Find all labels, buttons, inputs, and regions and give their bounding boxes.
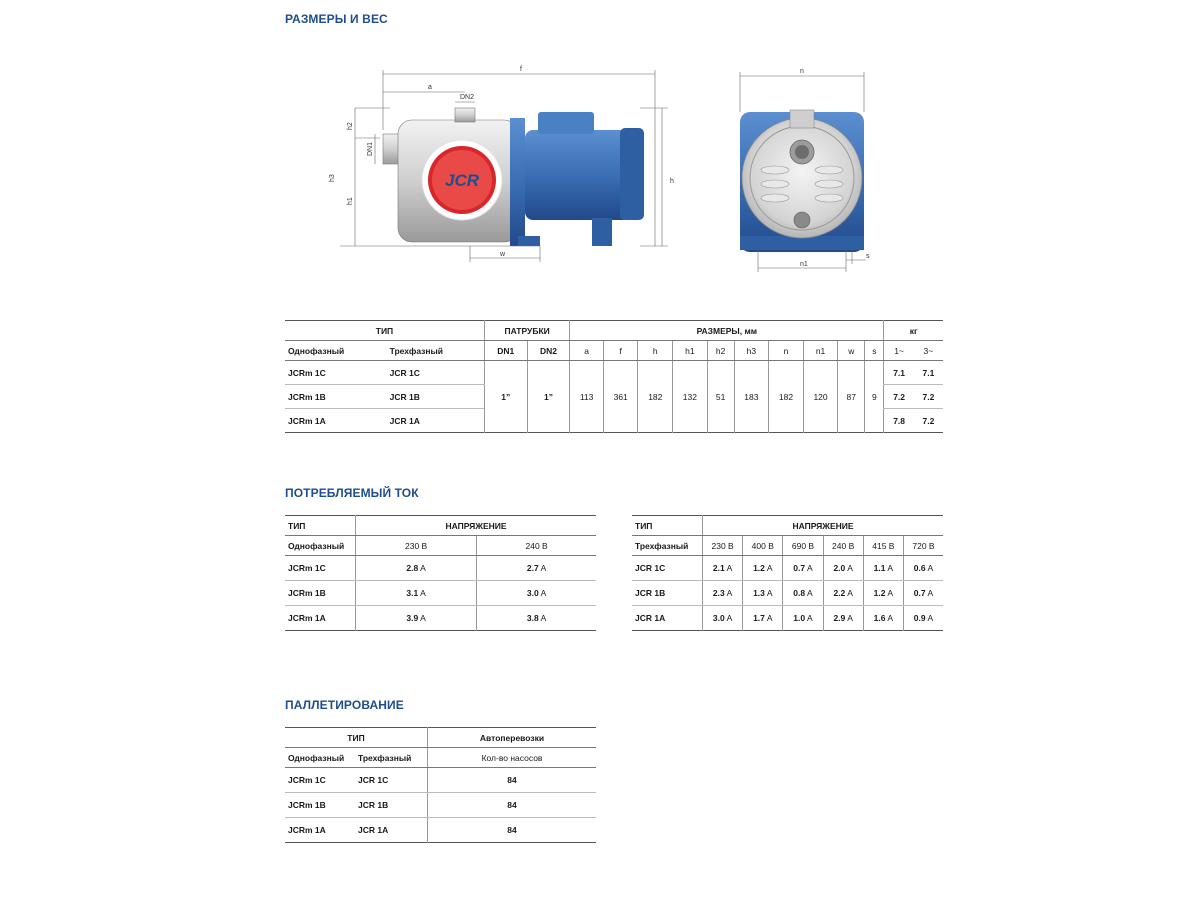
dim-w-value: 87 xyxy=(838,361,865,433)
label-h: h xyxy=(670,178,674,185)
dim-sub-w: w xyxy=(838,341,865,361)
current-value: 2.8 A xyxy=(356,556,477,581)
dim-sub-kg3: 3~ xyxy=(914,341,943,361)
dn2-value: 1” xyxy=(527,361,570,433)
pallet-sub-tri: Трехфазный xyxy=(355,748,428,768)
voltage-240: 240 В xyxy=(477,536,596,556)
table-row: JCR 1B xyxy=(387,385,485,409)
table-row: JCRm 1C xyxy=(285,768,355,793)
table-row: JCRm 1B xyxy=(285,385,387,409)
dim-header-ports: ПАТРУБКИ xyxy=(484,321,569,341)
dim-sub-tri: Трехфазный xyxy=(387,341,485,361)
dim-header-kg: кг xyxy=(884,321,943,341)
current-value: 3.8 A xyxy=(477,606,596,631)
table-row: JCR 1C xyxy=(632,556,703,581)
label-f: f xyxy=(520,66,522,73)
label-h3: h3 xyxy=(329,174,336,182)
dim-h2-value: 51 xyxy=(707,361,734,433)
label-n1: n1 xyxy=(800,261,808,268)
voltage-column: 690 В xyxy=(783,536,823,556)
dim-sub-h2: h2 xyxy=(707,341,734,361)
section-title-pallet: ПАЛЛЕТИРОВАНИЕ xyxy=(285,698,404,712)
current-value: 0.7 A xyxy=(783,556,823,581)
cur3-header-voltage: НАПРЯЖЕНИЕ xyxy=(703,516,944,536)
table-row: JCR 1C xyxy=(355,768,428,793)
table-row: JCRm 1C xyxy=(285,361,387,385)
table-row: JCR 1B xyxy=(632,581,703,606)
dim-sub-mono: Однофазный xyxy=(285,341,387,361)
weight-1ph: 7.8 xyxy=(884,409,914,433)
current-value: 0.8 A xyxy=(783,581,823,606)
weight-3ph: 7.2 xyxy=(922,415,935,426)
dim-sub-s: s xyxy=(865,341,884,361)
table-row: JCRm 1A xyxy=(288,415,326,426)
dim-h-value: 182 xyxy=(638,361,673,433)
label-dn1: DN1 xyxy=(367,141,374,156)
table-row: JCRm 1A xyxy=(288,613,326,623)
dim-sub-h3: h3 xyxy=(734,341,769,361)
dim-sub-kg1: 1~ xyxy=(884,341,914,361)
dn1-value: 1” xyxy=(484,361,527,433)
current-value: 3.9 A xyxy=(356,606,477,631)
pallet-table xyxy=(285,727,596,843)
dim-sub-dn2: DN2 xyxy=(527,341,570,361)
label-w: w xyxy=(500,251,506,258)
dim-n1-value: 120 xyxy=(803,361,838,433)
current-value: 1.3 A xyxy=(743,581,783,606)
current-value: 3.1 A xyxy=(356,581,477,606)
current-value: 1.2 A xyxy=(863,581,903,606)
front-view xyxy=(740,110,864,252)
table-row: JCR 1A xyxy=(358,825,389,835)
dim-sub-dn1: DN1 xyxy=(484,341,527,361)
pump-drawing xyxy=(320,55,890,275)
dim-sub-n1: n1 xyxy=(803,341,838,361)
current-value: 1.1 A xyxy=(863,556,903,581)
weight-1ph: 7.2 xyxy=(884,385,914,409)
current-value: 1.7 A xyxy=(743,606,783,631)
current-value: 2.3 A xyxy=(703,581,743,606)
dim-sub-h: h xyxy=(638,341,673,361)
weight-3ph: 7.2 xyxy=(914,385,943,409)
pallet-sub-mono: Однофазный xyxy=(285,748,355,768)
dim-sub-a: a xyxy=(570,341,604,361)
table-row: JCRm 1A xyxy=(288,825,326,835)
weight-3ph: 7.1 xyxy=(914,361,943,385)
pump-quantity: 84 xyxy=(428,768,597,793)
jcr-logo: JCR xyxy=(444,171,480,190)
current-value: 2.2 A xyxy=(823,581,863,606)
dim-s-value: 9 xyxy=(865,361,884,433)
table-row: JCRm 1C xyxy=(285,556,356,581)
voltage-column: 415 В xyxy=(863,536,903,556)
current-value: 2.0 A xyxy=(823,556,863,581)
current-value: 0.9 A xyxy=(903,606,943,631)
table-row: JCR 1C xyxy=(387,361,485,385)
section-title-current: ПОТРЕБЛЯЕМЫЙ ТОК xyxy=(285,486,419,500)
label-s: s xyxy=(866,253,870,260)
dim-header-dims: РАЗМЕРЫ, мм xyxy=(570,321,884,341)
voltage-230: 230 В xyxy=(356,536,477,556)
pallet-header-type: ТИП xyxy=(285,728,428,748)
voltage-column: 400 В xyxy=(743,536,783,556)
dimensions-table xyxy=(285,320,943,433)
cur3-header-phase: Трехфазный xyxy=(632,536,703,556)
table-row: JCRm 1B xyxy=(285,581,356,606)
current-value: 1.2 A xyxy=(743,556,783,581)
pallet-sub-qty: Кол-во насосов xyxy=(428,748,597,768)
voltage-column: 240 В xyxy=(823,536,863,556)
current-value: 2.7 A xyxy=(477,556,596,581)
current-value: 0.7 A xyxy=(903,581,943,606)
table-row: JCR 1B xyxy=(355,793,428,818)
cur1-header-phase: Однофазный xyxy=(285,536,356,556)
label-dn2: DN2 xyxy=(460,94,475,101)
current-value: 2.1 A xyxy=(703,556,743,581)
label-a: a xyxy=(428,84,432,91)
dim-header-type: ТИП xyxy=(285,321,484,341)
current-value: 3.0 A xyxy=(703,606,743,631)
voltage-column: 230 В xyxy=(703,536,743,556)
current-table-single-phase xyxy=(285,515,596,631)
dim-sub-n: n xyxy=(769,341,804,361)
table-row: JCR 1A xyxy=(389,415,420,426)
current-value: 2.9 A xyxy=(823,606,863,631)
pallet-header-transport: Автоперевозки xyxy=(428,728,597,748)
current-value: 1.6 A xyxy=(863,606,903,631)
table-row: JCRm 1B xyxy=(285,793,355,818)
dim-sub-f: f xyxy=(603,341,638,361)
cur1-header-voltage: НАПРЯЖЕНИЕ xyxy=(356,516,597,536)
dim-sub-h1: h1 xyxy=(673,341,708,361)
cur3-header-type: ТИП xyxy=(632,516,703,536)
current-value: 3.0 A xyxy=(477,581,596,606)
label-h1: h1 xyxy=(347,197,354,205)
label-h2: h2 xyxy=(347,122,354,130)
dim-a-value: 113 xyxy=(570,361,604,433)
dim-n-value: 182 xyxy=(769,361,804,433)
voltage-column: 720 В xyxy=(903,536,943,556)
label-n: n xyxy=(800,68,804,75)
dim-h1-value: 132 xyxy=(673,361,708,433)
dim-f-value: 361 xyxy=(603,361,638,433)
dim-h3-value: 183 xyxy=(734,361,769,433)
current-value: 1.0 A xyxy=(783,606,823,631)
pump-quantity: 84 xyxy=(428,818,597,843)
pump-quantity: 84 xyxy=(428,793,597,818)
weight-1ph: 7.1 xyxy=(884,361,914,385)
section-title-dimensions: РАЗМЕРЫ И ВЕС xyxy=(285,12,388,26)
current-value: 0.6 A xyxy=(903,556,943,581)
side-view xyxy=(383,108,644,246)
table-row: JCR 1A xyxy=(635,613,666,623)
cur1-header-type: ТИП xyxy=(285,516,356,536)
current-table-three-phase xyxy=(632,515,943,631)
